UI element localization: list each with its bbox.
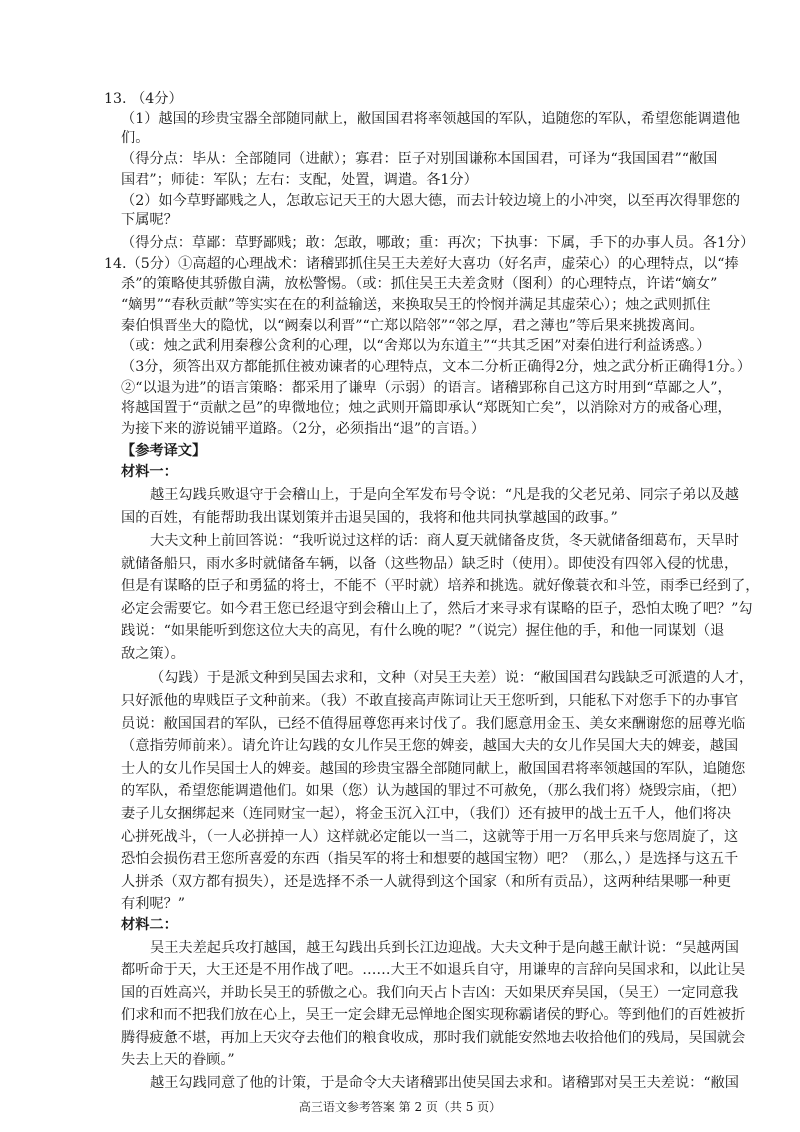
material-1-line: 国的百姓，有能帮助我出谋划策并击退吴国的，我将和他共同执掌越国的政事。” xyxy=(121,509,618,526)
q14-line: （3分，须答出双方都能抓住被劝谏者的心理特点，文本二分析正确得2分，烛之武分析正确得1分。） xyxy=(121,359,752,376)
material-1-line: 的军队，希望您能调遣他们。如果（您）认为越国的罪过不可赦免，（那么我们将）烧毁宗庙，（把） xyxy=(121,783,746,800)
material-1-line: 就储备船只，雨水多时就储备车辆，以备（这些物品）缺乏时（使用）。即使没有四邻入侵的忧患， xyxy=(121,555,739,572)
material-1-line: 妻子儿女捆绑起来（连同财宝一起），将金玉沉入江中，（我们）还有披甲的战士五千人，他们将决 xyxy=(121,805,732,822)
q14-line: （或：烛之武利用秦穆公贪利的心理，以“舍郑以为东道主”“共其乏困”对秦伯进行利益诱惑。） xyxy=(121,338,711,355)
material-1-line: 越王勾践兵败退守于会稽山上，于是向全军发布号令说：“凡是我的父老兄弟、同宗子弟以及越 xyxy=(150,487,739,504)
material-1-line: 心拼死战斗，（一人必拼掉一人）这样就必定能以一当二，这就等于用一万名甲兵来与您周旋了，这 xyxy=(121,828,739,845)
q13-points2: （得分点：草鄙：草野鄙贱；敢：怎敢，哪敢；重：再次；下执事：下属，手下的办事人员。各1分） xyxy=(121,234,755,251)
q13-answer2-line2: 下属呢？ xyxy=(121,212,178,229)
q14-line: “嫡男”“春秋贡献”等实实在在的利益输送，来换取吴王的怜悯并满足其虚荣心）；烛之武则抓住 xyxy=(121,297,711,314)
material-1-line: 恐怕会损伤君王您所喜爱的东西（指吴军的将士和想要的越国宝物）吧？（那么，）是选择与这五千 xyxy=(121,851,739,868)
q13-header xyxy=(104,90,183,110)
reference-translation-heading: 【参考译文】 xyxy=(121,442,207,459)
q14-line: 将越国置于“贡献之邑”的卑微地位；烛之武则开篇即承认“郑既知亡矣”，以消除对方的戒备心理， xyxy=(121,400,732,417)
material-1-line: 只好派他的卑贱臣子文种前来。（我）不敢直接高声陈词让天王您听到，只能私下对您手下的办事官 xyxy=(121,693,739,710)
material-2-title: 材料二： xyxy=(121,916,178,933)
material-2-line: 吴王夫差起兵攻打越国，越王勾践出兵到长江边迎战。大夫文种于是向越王献计说：“吴越两国 xyxy=(150,939,739,956)
q13-number: 13. xyxy=(104,91,127,107)
q14-line: 杀”的策略使其骄傲自满，放松警惕。（或：抓住吴王夫差贪财（图利）的心理特点，许诺“嫡女” xyxy=(121,276,718,293)
material-2-line: 越王勾践同意了他的计策，于是命令大夫诸稽郢出使吴国去求和。诸稽郢对吴王夫差说：“敝国 xyxy=(150,1075,739,1091)
material-1-line: 士人的女儿作吴国士人的婢妾。越国的珍贵宝器全部随同献上，敝国国君将率领越国的军队，追随您 xyxy=(121,760,746,777)
q13-points1-line2: 国君”；师徒：军队；左右：支配，处置，调遣。各1分） xyxy=(121,171,478,188)
q14-line: 14.（5分）①高超的心理战术：诸稽郢抓住吴王夫差好大喜功（好名声，虚荣心）的心理特点，以“捧 xyxy=(104,255,739,272)
material-2-line: 腾得疲惫不堪，再加上天灾夺去他们的粮食收成，那时我们就能安然地去收拾他们的残局，吴国就会 xyxy=(121,1029,746,1046)
material-1-line: 有利呢？” xyxy=(121,896,186,913)
material-2-line: 们求和而不把我们放在心上，吴王一定会肆无忌惮地企图实现称霸诸侯的野心。等到他们的百姓被折 xyxy=(121,1007,746,1024)
material-2-line: 都听命于天，大王还是不用作战了吧。……大王不如退兵自守，用谦卑的言辞向吴国求和，以此让吴 xyxy=(121,962,746,979)
material-1-line: 必定会需要它。如今君王您已经退守到会稽山上了，然后才来寻求有谋略的臣子，恐怕太晚了吧？”勾 xyxy=(121,600,753,617)
material-1-line: 践说：“如果能听到您这位大夫的高见，有什么晚的呢？”（说完）握住他的手，和他一同谋划（退 xyxy=(121,623,725,640)
material-1-title: 材料一： xyxy=(121,464,178,481)
q13-answer2-line1: （2）如今草野鄙贱之人，怎敢忘记天王的大恩大德，而去计较边境上的小冲突，以至再次得罪您的 xyxy=(121,192,741,209)
material-1-line: （意指劳师前来）。请允许让勾践的女儿作吴王您的婢妾，越国大夫的女儿作吴国大夫的婢妾，越国 xyxy=(121,738,739,755)
material-1-line: 人拼杀（双方都有损失），还是选择不杀一人就得到这个国家（和所有贡品），这两种结果哪一种更 xyxy=(121,873,732,890)
page-footer: 高三语文参考答案 第 2 页（共 5 页） xyxy=(298,1100,502,1114)
material-1-line: （勾践）于是派文种到吴国去求和，文种（对吴王夫差）说：“敝国国君勾践缺乏可派遣的人才， xyxy=(150,670,754,687)
q14-line: 秦伯惧晋坐大的隐忧，以“阙秦以利晋”“亡郑以陪邻”“邻之厚，君之薄也”等后果来挑拨离间。 xyxy=(121,317,704,334)
material-2-line: 失去上天的眷顾。” xyxy=(121,1052,235,1069)
q14-line: ②“以退为进”的语言策略：都采用了谦卑（示弱）的语言。诸稽郢称自己这方时用到“草鄙之人”， xyxy=(121,379,732,396)
q14-line: 为接下来的游说铺平道路。（2分，必须指出“退”的言语。） xyxy=(121,421,486,438)
q13-score: （4分） xyxy=(131,91,183,107)
q13-answer1-line1: （1）越国的珍贵宝器全部随同献上，敝国国君将率领越国的军队，追随您的军队，希望您能调遣他 xyxy=(121,110,741,127)
material-1-line: 敌之策）。 xyxy=(121,646,185,663)
material-2-line: 国的百姓高兴，并助长吴王的骄傲之心。我们向天占卜吉凶：天如果厌弃吴国，（吴王）一定同意我 xyxy=(121,984,739,1001)
material-1-line: 但是有谋略的臣子和勇猛的将士，不能不（平时就）培养和挑选。就好像蓑衣和斗笠，雨季已经到了， xyxy=(121,578,760,595)
q13-points1-line1: （得分点：毕从：全部随同（进献）；寡君：臣子对别国谦称本国国君，可译为“我国国君”“敝国 xyxy=(121,151,718,168)
q13-answer1-line2: 们。 xyxy=(121,129,150,146)
material-1-line: 大夫文种上前回答说：“我听说过这样的话：商人夏天就储备皮货，冬天就储备细葛布，天旱时 xyxy=(150,533,739,550)
material-1-line: 员说：敝国国君的军队，已经不值得屈尊您再来讨伐了。我们愿意用金玉、美女来酬谢您的屈尊光临 xyxy=(121,715,746,732)
